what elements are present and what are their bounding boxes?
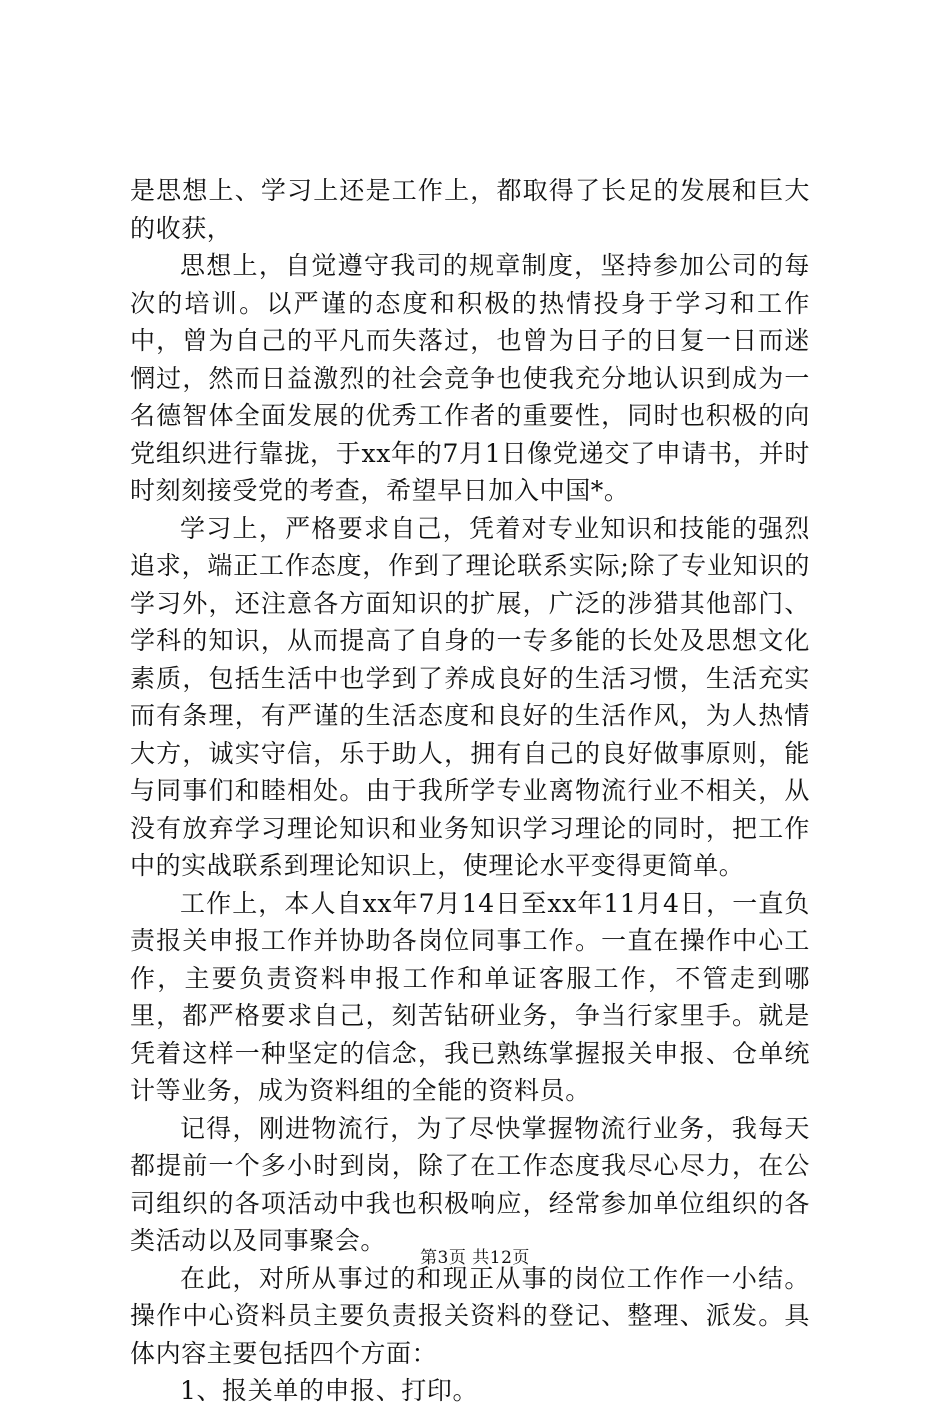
paragraph-summary: 在此，对所从事过的和现正从事的岗位工作作一小结。操作中心资料员主要负责报关资料的登记、整理、派发。具体内容主要包括四个方面： bbox=[130, 1263, 810, 1368]
paragraph-continuation: 是思想上、学习上还是工作上，都取得了长足的发展和巨大的收获， bbox=[130, 176, 810, 243]
document-body bbox=[130, 172, 810, 1410]
paragraph-study: 学习上，严格要求自己，凭着对专业知识和技能的强烈追求，端正工作态度，作到了理论联系实际;除了专业知识的学习外，还注意各方面知识的扩展，广泛的涉猎其他部门、学科的知识，从而提高了自身的一专多能的长处及思想文化素质，包括生活中也学到了养成良好的生活习惯，生活充实而有条理，有严谨的生活态度和良好的生活作风，为人热情大方，诚实守信，乐于助人，拥有自己的良好做事原则，能与同事们和睦相处。由于我所学专业离物流行业不相关，从没有放弃学习理论知识和业务知识学习理论的同时，把工作中的实战联系到理论知识上，使理论水平变得更简单。 bbox=[130, 513, 810, 880]
paragraph-work: 工作上，本人自xx年7月14日至xx年11月4日，一直负责报关申报工作并协助各岗位同事工作。一直在操作中心工作，主要负责资料申报工作和单证客服工作，不管走到哪里，都严格要求自己，刻苦钻研业务，争当行家里手。就是凭着这样一种坚定的信念，我已熟练掌握报关申报、仓单统计等业务，成为资料组的全能的资料员。 bbox=[130, 888, 810, 1105]
paragraph-thought: 思想上，自觉遵守我司的规章制度，坚持参加公司的每次的培训。以严谨的态度和积极的热情投身于学习和工作中，曾为自己的平凡而失落过，也曾为日子的日复一日而迷惘过，然而日益激烈的社会竞争也使我充分地认识到成为一名德智体全面发展的优秀工作者的重要性，同时也积极的向党组织进行靠拢，于xx年的7月1日像党递交了申请书，并时时刻刻接受党的考查，希望早日加入中国*。 bbox=[130, 251, 810, 505]
page-footer: 第3页 共12页 bbox=[420, 1248, 530, 1268]
paragraph-memory: 记得，刚进物流行，为了尽快掌握物流行业务，我每天都提前一个多小时到岗，除了在工作态度我尽心尽力，在公司组织的各项活动中我也积极响应，经常参加单位组织的各类活动以及同事聚会。 bbox=[130, 1113, 810, 1255]
list-item-1: 1、报关单的申报、打印。 bbox=[180, 1376, 479, 1405]
